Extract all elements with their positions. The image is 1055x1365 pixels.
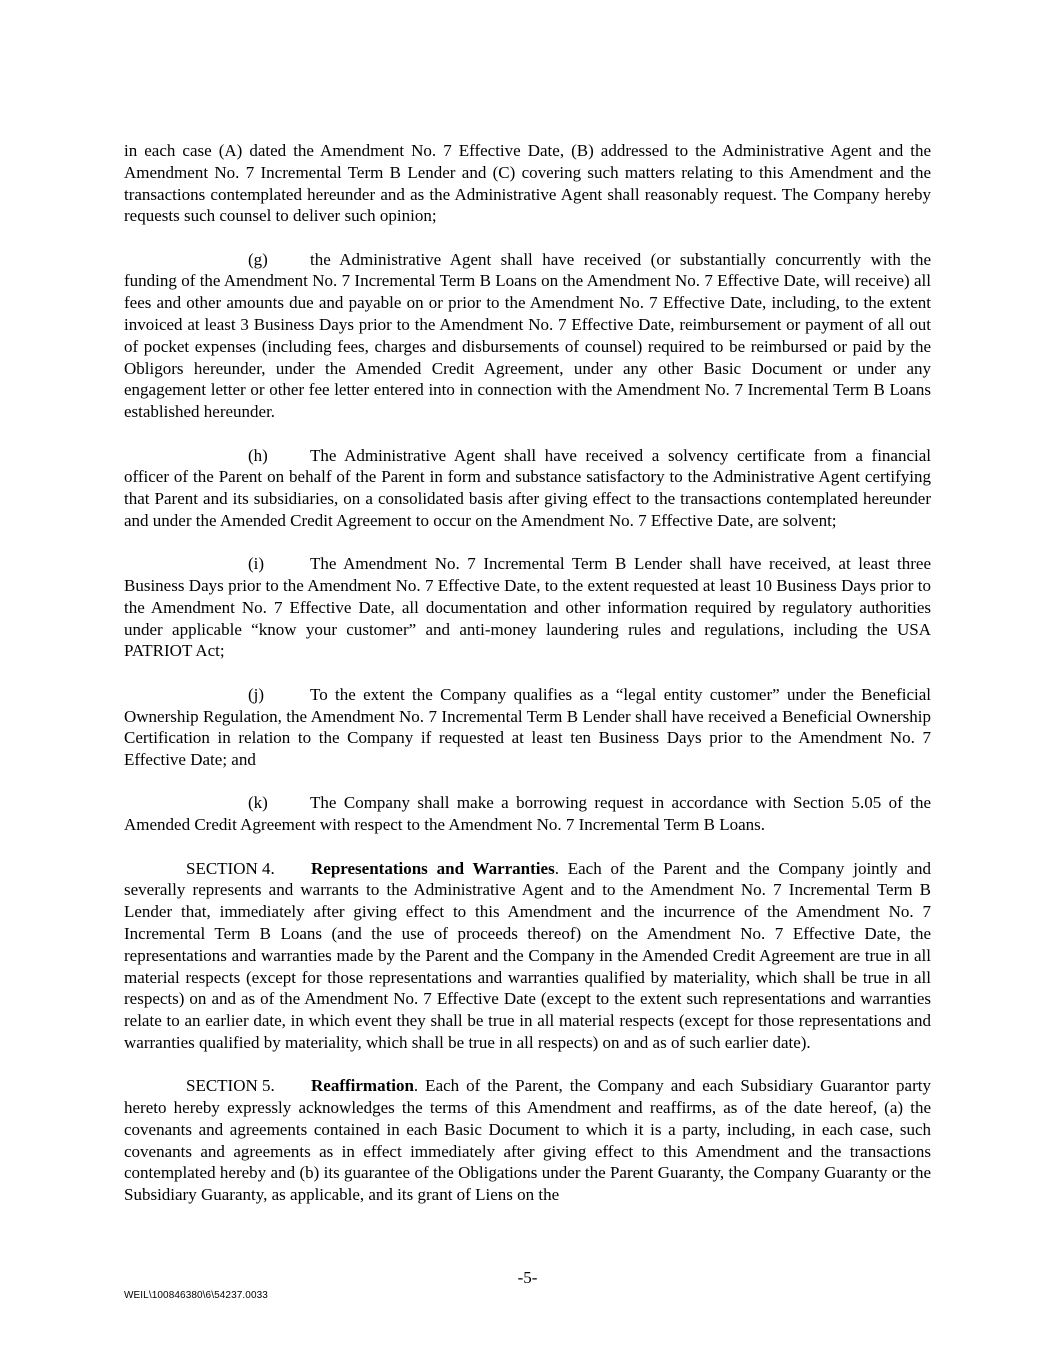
clause-text: The Amendment No. 7 Incremental Term B Lender shall have received, at least three Business Days prior to the Amendment No. 7 Effective Date, to the extent requested at least 10 Business Days prior to the Amendment No. 7 Effective Date, all documentation and other information required by regulatory authorities under applicable “know your customer” and anti-money laundering rules and regulations, including the USA PATRIOT Act; [124,554,931,661]
clause-k [124,792,931,836]
clause-j [124,684,931,771]
section-4 [124,858,931,1054]
clause-text: To the extent the Company qualifies as a “legal entity customer” under the Beneficial Ownership Regulation, the Amendment No. 7 Incremental Term B Lender shall have received a Beneficial Ownership Certification in relation to the Company if requested at least ten Business Days prior to the Amendment No. 7 Effective Date; and [124,684,931,770]
page-number: -5- [517,1268,538,1287]
section-heading: Representations and Warranties [311,858,555,878]
document-footer-id: WEIL\100846380\6\54237.0033 [124,1290,268,1301]
section-text: . Each of the Parent, the Company and each Subsidiary Guarantor party hereto hereby expressly acknowledges the terms of this Amendment and reaffirms, as of the date hereof, (a) the covenants and agreements contained in each Basic Document to which it is a party, including, in each case, such covenants and agreements as in effect immediately after giving effect to this Amendment and the transactions contemplated hereby and (b) its guarantee of the Obligations under the Parent Guaranty, the Company Guaranty or the Subsidiary Guaranty, as applicable, and its grant of Liens on the [124,1076,931,1205]
continuation-paragraph: in each case (A) dated the Amendment No. 7 Effective Date, (B) addressed to the Administrative Agent and the Amendment No. 7 Incremental Term B Lender and (C) covering such matters relating to this Amendment and the transactions contemplated hereunder and as the Administrative Agent shall reasonably request. The Company hereby requests such counsel to deliver such opinion; [124,141,931,226]
section-heading: Reaffirmation [311,1076,414,1096]
section-text: . Each of the Parent and the Company jointly and severally represents and warrants to the Administrative Agent and to the Amendment No. 7 Incremental Term B Lender that, immediately after giving effect to this Amendment and the incurrence of the Amendment No. 7 Incremental Term B Loans (and the use of proceeds thereof) on the Amendment No. 7 Effective Date, the representations and warranties made by the Parent and the Company in the Amended Credit Agreement are true in all material respects (except for those representations and warranties qualified by materiality, which shall be true in all respects) on and as of the Amendment No. 7 Effective Date (except to the extent such representations and warranties relate to an earlier date, in which event they shall be true in all material respects (except for those representations and warranties qualified by materiality, which shall be true in all respects) on and as of such earlier date). [124,858,931,1052]
clause-label: (j) [248,684,265,704]
clause-text: the Administrative Agent shall have received (or substantially concurrently with the funding of the Amendment No. 7 Incremental Term B Loans on the Amendment No. 7 Effective Date, will receive) all fees and other amounts due and payable on or prior to the Amendment No. 7 Effective Date, including, to the extent invoiced at least 3 Business Days prior to the Amendment No. 7 Effective Date, reimbursement or payment of all out of pocket expenses (including fees, charges and disbursements of counsel) required to be reimbursed or paid by the Obligors hereunder, under the Amended Credit Agreement, under any other Basic Document or under any engagement letter or other fee letter entered into in connection with the Amendment No. 7 Incremental Term B Loans established hereunder. [124,249,931,422]
clause-text: The Administrative Agent shall have received a solvency certificate from a financial officer of the Parent on behalf of the Parent in form and substance satisfactory to the Administrative Agent certifying that Parent and its subsidiaries, on a consolidated basis after giving effect to the transactions contemplated hereunder and under the Amended Credit Agreement to occur on the Amendment No. 7 Effective Date, are solvent; [124,445,931,530]
clause-label: (k) [248,793,268,813]
clause-text: The Company shall make a borrowing request in accordance with Section 5.05 of the Amended Credit Agreement with respect to the Amendment No. 7 Incremental Term B Loans. [124,793,931,835]
clause-i [124,553,931,662]
section-5 [124,1075,931,1206]
clause-label: (g) [248,249,268,269]
section-label: SECTION 4. [186,858,275,878]
clause-h [124,445,931,532]
section-label: SECTION 5. [186,1076,275,1096]
document-body [124,140,931,1227]
clause-label: (i) [248,554,265,574]
clause-label: (h) [248,445,268,465]
clause-g [124,249,931,423]
